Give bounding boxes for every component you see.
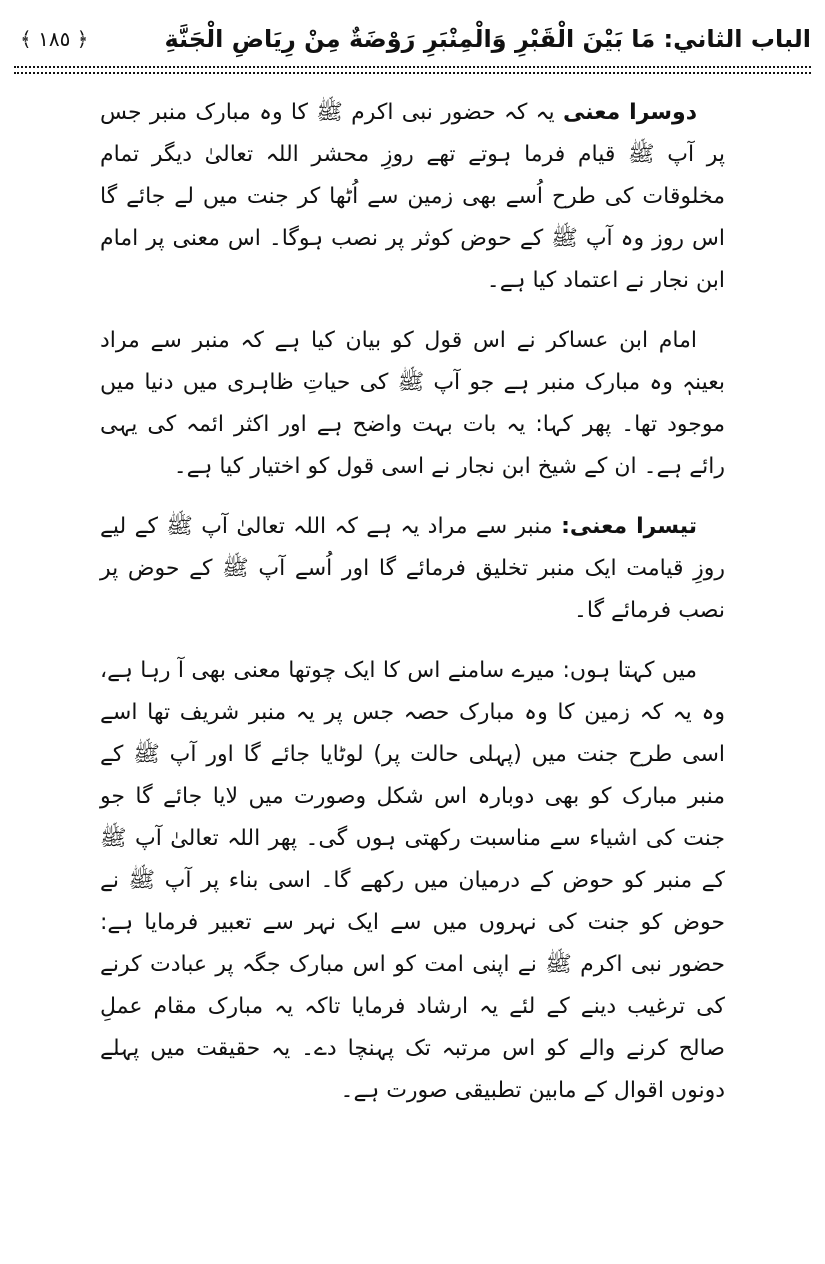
paragraph-fourth-meaning <box>100 650 725 1112</box>
page-header <box>14 14 811 64</box>
paragraph-text: میں کہتا ہوں: میرے سامنے اس کا ایک چوتھا معنی بھی آ رہا ہے، وہ یہ کہ زمین کا وہ مبارک حصہ جس پر یہ منبر شریف تھا اسے اسی طرح جنت میں (پہلی حالت پر) لوٹایا جائے گا اور آپ ﷺ کے منبر مبارک کو بھی دوبارہ اس شکل وصورت میں لایا جائے گا جو جنت کی اشیاء سے مناسبت رکھتی ہوں گی۔ پھر اللہ تعالیٰ آپ ﷺ کے منبر کو حوض کے درمیان میں رکھے گا۔ اسی بناء پر آپ ﷺ نے حوض کو جنت کی نہروں میں سے ایک نہر سے تعبیر فرمایا ہے: حضور نبی اکرم ﷺ نے اپنی امت کو اس مبارک جگہ پر عبادت کرنے کی ترغیب دینے کے لئے یہ ارشاد فرمایا تاکہ یہ مبارک مقام عملِ صالح کرنے والے کو اس مرتبہ تک پہنچا دے۔ یہ حقیقت میں پہلے دونوں اقوال کے مابین تطبیقی صورت ہے۔ <box>100 658 725 1103</box>
paragraph-ibn-asakir <box>100 320 725 488</box>
paragraph-second-meaning <box>100 92 725 302</box>
chapter-title: الباب الثاني: مَا بَيْنَ الْقَبْرِ وَالْمِنْبَرِ رَوْضَةٌ مِنْ رِيَاضِ الْجَنَّةِ <box>164 25 811 53</box>
paragraph-text: یہ کہ حضور نبی اکرم ﷺ کا وہ مبارک منبر جس پر آپ ﷺ قیام فرما ہوتے تھے روزِ محشر اللہ تعالیٰ دیگر تمام مخلوقات کی طرح اُسے بھی زمین سے اُٹھا کر جنت میں لے جائے گا اس روز وہ آپ ﷺ کے حوض کوثر پر نصب ہوگا۔ اس معنی پر امام ابن نجار نے اعتماد کیا ہے۔ <box>100 100 725 293</box>
page-body <box>100 92 725 1130</box>
paragraph-text: امام ابن عساکر نے اس قول کو بیان کیا ہے کہ منبر سے مراد بعینہٖ وہ مبارک منبر ہے جو آپ ﷺ کی حیاتِ ظاہری میں دنیا میں موجود تھا۔ پھر کہا: یہ بات بہت واضح ہے اور اکثر ائمہ کی یہی رائے ہے۔ ان کے شیخ ابن نجار نے اسی قول کو اختیار کیا ہے۔ <box>100 328 725 479</box>
page-number: ﴿ ١٨٥ ﴾ <box>20 27 89 51</box>
header-divider <box>14 66 811 74</box>
paragraph-third-meaning <box>100 506 725 632</box>
paragraph-text: منبر سے مراد یہ ہے کہ اللہ تعالیٰ آپ ﷺ کے لیے روزِ قیامت ایک منبر تخلیق فرمائے گا اور اُسے آپ ﷺ کے حوض پر نصب فرمائے گا۔ <box>100 514 725 623</box>
paragraph-lead: دوسرا معنی <box>562 100 697 125</box>
paragraph-lead: تیسرا معنی: <box>561 514 697 539</box>
